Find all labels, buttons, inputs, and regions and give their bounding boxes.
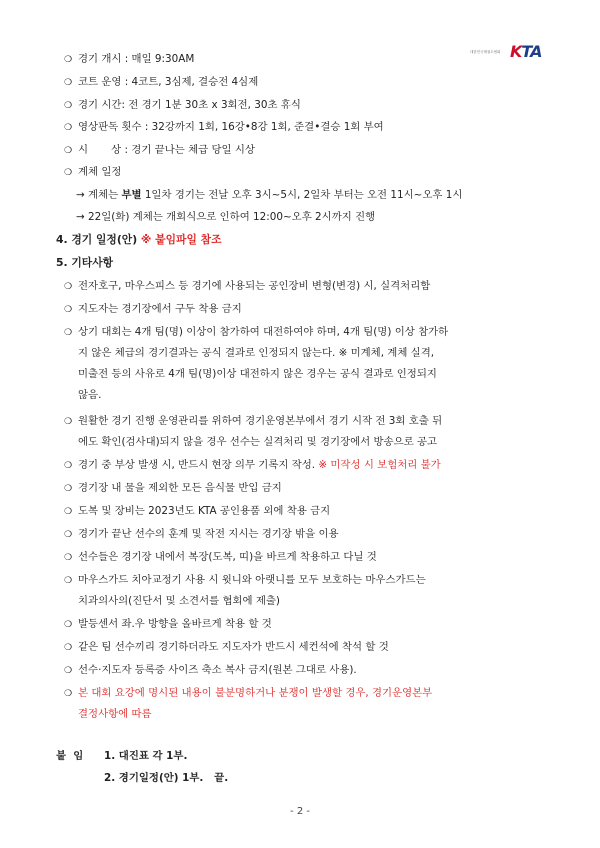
bullet-icon: ❍ <box>64 328 73 338</box>
logo-brand: KTA <box>510 42 542 61</box>
list-item: ❍ 계체 일정 <box>64 166 122 178</box>
list-item: ❍ 경기장 내 물을 제외한 모든 음식물 반입 금지 <box>64 482 282 494</box>
bullet-icon: ❍ <box>64 101 73 111</box>
list-item: ❍ 마우스가드 치아교정기 사용 시 윗니와 아랫니를 모두 보호하는 마우스가드는 <box>64 574 426 586</box>
list-item-continuation: 결정사항에 따름 <box>78 708 152 720</box>
list-item-continuation: 에도 확인(검사대)되지 않을 경우 선수는 실격처리 및 경기장에서 방송으로 공고 <box>78 436 438 448</box>
attachment-item: 1. 대진표 각 1부. <box>104 750 188 762</box>
bullet-icon: ❍ <box>64 530 73 540</box>
list-item: ❍ 지도자는 경기장에서 구두 착용 금지 <box>64 303 242 315</box>
list-item: ❍ 같은 팀 선수끼리 경기하더라도 지도자가 반드시 세컨석에 착석 할 것 <box>64 641 389 653</box>
bullet-icon: ❍ <box>64 417 73 427</box>
list-item: ❍ 경기 중 부상 발생 시, 반드시 현장 의무 기록지 작성. ※ 미작성 시 보험처리 불가 <box>64 459 441 471</box>
bullet-icon: ❍ <box>64 168 73 178</box>
bullet-icon: ❍ <box>64 78 73 88</box>
bullet-icon: ❍ <box>64 666 73 676</box>
bullet-icon: ❍ <box>64 146 73 156</box>
page-number: - 2 - <box>290 806 310 817</box>
list-item: ❍ 선수들은 경기장 내에서 복장(도복, 띠)을 바르게 착용하고 다닐 것 <box>64 551 377 563</box>
logo-small-text: 대한민국태권도협회 <box>470 50 501 54</box>
bullet-icon: ❍ <box>64 507 73 517</box>
bullet-icon: ❍ <box>64 484 73 494</box>
list-item: ❍ 시 상 : 경기 끝나는 체급 당일 시상 <box>64 144 255 156</box>
section-heading: 4. 경기 일정(안) ※ 붙임파일 참조 <box>56 233 222 246</box>
list-item: ❍ 선수·지도자 등록증 사이즈 축소 복사 금지(원본 그대로 사용). <box>64 664 357 676</box>
list-item: ❍ 상기 대회는 4개 팀(명) 이상이 참가하여 대전하여야 하며, 4개 팀(명) 이상 참가하 <box>64 326 449 338</box>
bullet-icon: ❍ <box>64 55 73 65</box>
section-heading: 5. 기타사항 <box>56 256 114 269</box>
list-item: ❍ 전자호구, 마우스피스 등 경기에 사용되는 공인장비 변형(변경) 시, 실격처리함 <box>64 280 431 292</box>
weighin-line: → 계체는 부별 1일차 경기는 전날 오후 3시~5시, 2일차 부터는 오전 11시~오후 1시 <box>76 189 463 201</box>
attachment-item: 2. 경기일정(안) 1부. 끝. <box>104 772 229 784</box>
bullet-icon: ❍ <box>64 282 73 292</box>
list-item-continuation: 지 않은 체급의 경기결과는 공식 결과로 인정되지 않는다. ※ 미계체, 계체 실격, <box>78 347 435 359</box>
list-item: ❍ 발등센서 좌.우 방향을 올바르게 착용 할 것 <box>64 618 272 630</box>
list-item-continuation: 않음. <box>78 389 102 401</box>
list-item: ❍ 경기가 끝난 선수의 훈계 및 작전 지시는 경기장 밖을 이용 <box>64 528 339 540</box>
list-item: ❍ 경기 개시 : 매일 9:30AM <box>64 53 195 65</box>
bullet-icon: ❍ <box>64 689 73 699</box>
bullet-icon: ❍ <box>64 553 73 563</box>
list-item: ❍ 코트 운영 : 4코트, 3심제, 결승전 4심제 <box>64 76 259 88</box>
bullet-icon: ❍ <box>64 576 73 586</box>
list-item: ❍ 본 대회 요강에 명시된 내용이 불분명하거나 분쟁이 발생할 경우, 경기운영본부 <box>64 687 433 699</box>
attachment-label: 붙 임 <box>56 750 84 762</box>
bullet-icon: ❍ <box>64 123 73 133</box>
bullet-icon: ❍ <box>64 305 73 315</box>
list-item: ❍ 도복 및 장비는 2023년도 KTA 공인용품 외에 착용 금지 <box>64 505 331 517</box>
kta-logo <box>470 44 540 66</box>
list-item: ❍ 영상판독 횟수 : 32강까지 1회, 16강•8강 1회, 준결•결승 1회 부여 <box>64 121 384 133</box>
list-item-continuation: 치과의사의(진단서 및 소견서를 협회에 제출) <box>78 595 280 607</box>
bullet-icon: ❍ <box>64 643 73 653</box>
weighin-line: → 22일(화) 계체는 개회식으로 인하여 12:00~오후 2시까지 진행 <box>76 211 376 223</box>
list-item: ❍ 원활한 경기 진행 운영관리를 위하여 경기운영본부에서 경기 시작 전 3회 호출 뒤 <box>64 415 443 427</box>
bullet-icon: ❍ <box>64 620 73 630</box>
bullet-icon: ❍ <box>64 461 73 471</box>
list-item-continuation: 미출전 등의 사유로 4개 팀(명)이상 대전하지 않은 경우는 공식 결과로 인정되지 <box>78 368 437 380</box>
list-item: ❍ 경기 시간: 전 경기 1분 30초 x 3회전, 30초 휴식 <box>64 99 301 111</box>
